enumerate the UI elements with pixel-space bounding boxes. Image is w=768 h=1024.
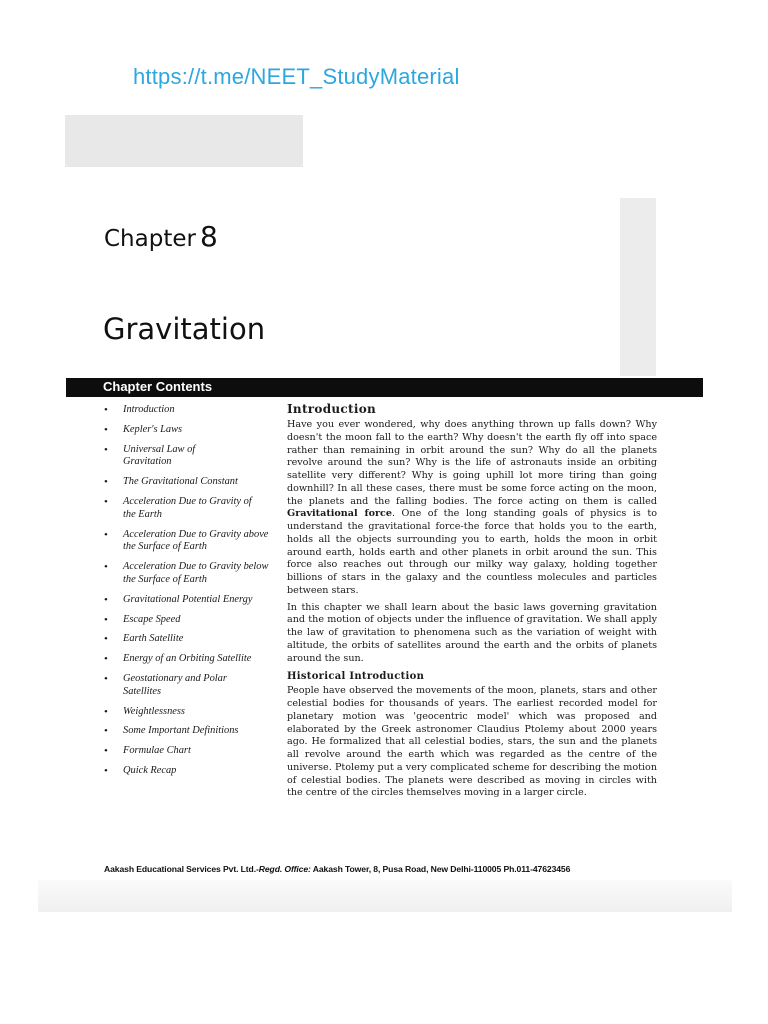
footer-office-label: -Regd. Office: [256,864,311,874]
page-bottom-shade [38,880,732,912]
contents-item: • The Gravitational Constant [104,476,276,489]
chapter-label [104,220,218,253]
historical-introduction-heading: Historical Introduction [287,671,425,683]
contents-item: • Earth Satellite [104,633,276,646]
gravitational-force-term: Gravitational force [287,508,392,520]
contents-item: • Energy of an Orbiting Satellite [104,653,253,666]
chapter-word: Chapter [104,226,196,252]
chapter-title: Gravitation [103,312,266,346]
contents-item: • Weightlessness [104,706,276,719]
contents-item: • Acceleration Due to Gravity above the Surface of Earth [104,529,273,555]
chapter-contents-bar [66,378,703,397]
contents-item: • Acceleration Due to Gravity below the Surface of Earth [104,561,273,587]
contents-item: • Escape Speed [104,614,276,627]
contents-item: • Geostationary and Polar Satellites [104,673,263,699]
telegram-link[interactable]: https://t.me/NEET_StudyMaterial [133,64,460,89]
contents-item: • Gravitational Potential Energy [104,594,253,607]
contents-item: • Some Important Definitions [104,725,276,738]
contents-item: • Kepler's Laws [104,424,276,437]
historical-paragraph: People have observed the movements of the moon, planets, stars and other celestial bodies for thousands of years. The earliest recorded model for planetary motion was 'geocentric model' which was proposed and elaborated by the Greek astronomer Claudius Ptolemy about 2000 years ago. He formalized that all celestial bodies, stars, the sun and the planets all revolve around the earth which was regarded as the centre of the universe. Ptolemy put a very complicated scheme for describing the motion of celestial bodies. The planets were described as moving in circles with the centre of the circles themselves moving in a larger circle. [287,685,657,799]
introduction-paragraph-1 [287,419,657,598]
contents-item: • Acceleration Due to Gravity of the Earth [104,496,263,522]
intro-text-a: Have you ever wondered, why does anything thrown up falls down? Why doesn't the moon fall to the earth? Why doesn't the earth fly off into space rather than remaining in orbit around the sun? Why do all the planets revolve around the sun? Why is the life of astronauts inside an orbiting satellite very different? Why is going uphill lot more tiring than going downhill? In all these cases, there must be some force acting on the moon, the planets and the falling bodies. The force acting on them is called [287,419,657,507]
chapter-contents-list [104,404,276,785]
header-grey-block [65,115,303,167]
contents-item: • Introduction [104,404,276,417]
side-grey-strip [620,198,656,376]
contents-item: • Formulae Chart [104,745,276,758]
introduction-paragraph-2: In this chapter we shall learn about the basic laws governing gravitation and the motion of objects under the influence of gravitation. We shall apply the law of gravitation to phenomena such as the variation of weight with altitude, the orbits of satellites around the earth and the orbits of planets around the sun. [287,601,657,664]
main-text-column [287,401,657,804]
footer-company: Aakash Educational Services Pvt. Ltd. [104,864,256,874]
contents-item: • Quick Recap [104,765,276,778]
contents-item: • Universal Law of Gravitation [104,444,233,470]
footer-address: Aakash Tower, 8, Pusa Road, New Delhi-110005 Ph.011-47623456 [312,864,571,874]
page-footer [104,864,704,874]
chapter-contents-header: Chapter Contents [103,379,213,394]
introduction-heading: Introduction [287,402,377,416]
chapter-number: 8 [199,220,218,253]
intro-text-b: . One of the long standing goals of physics is to understand the gravitational force-the force that holds you to the earth, holds all the objects surrounding you to earth, holds the moon in orbit around earth, holds earth and other planets in orbit around the sun. This force also reaches out through our milky way galaxy, holding together billions of stars in the galaxy and the countless molecules and particles between stars. [287,508,657,596]
